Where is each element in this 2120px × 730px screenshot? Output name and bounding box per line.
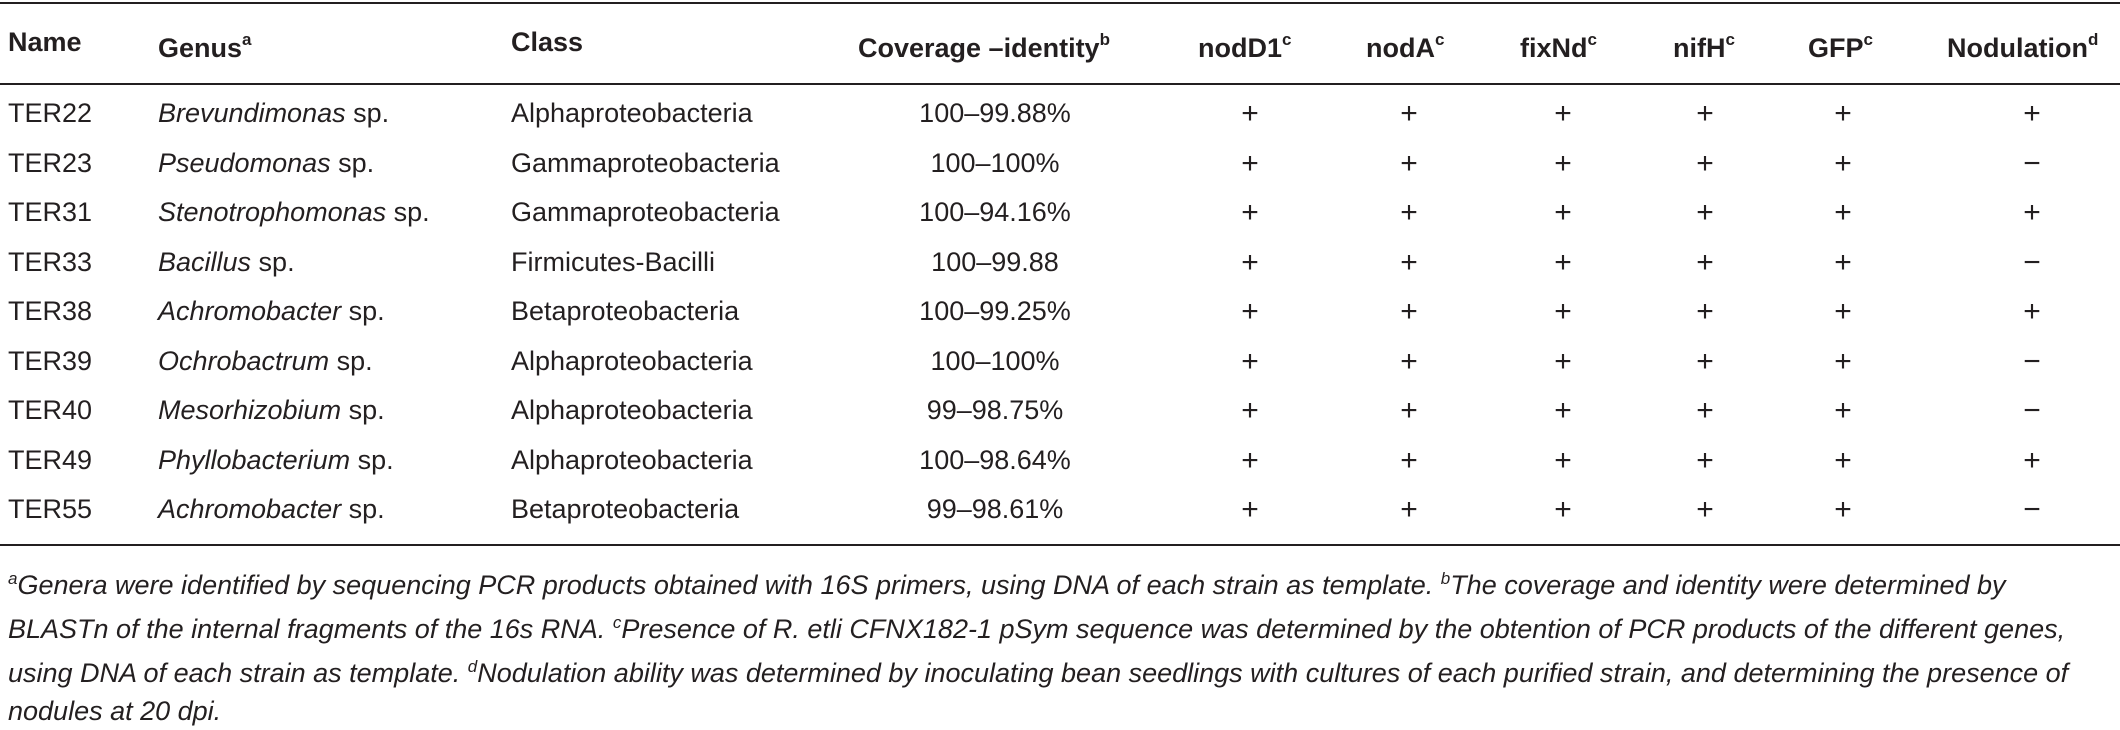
cell-nodd1: + [1241,344,1259,378]
cell-genus [158,139,498,188]
footnote-d-mark: d [467,657,478,676]
footnote-a-mark: a [8,569,18,588]
cell-coverage: 100–100% [930,147,1060,178]
header-nifh: nifH$^c$ [1673,30,1735,63]
genus-suffix: sp. [386,197,430,227]
cell-class: Firmicutes-Bacilli [511,246,716,277]
cell-fixnd: + [1554,344,1572,378]
cell-genus [158,485,498,534]
cell-coverage: 100–99.88 [931,246,1059,277]
header-gfp: GFP$^c$ [1808,30,1873,63]
cell-coverage: 100–94.16% [919,197,1071,227]
cell-gfp: + [1834,344,1852,378]
cell-genus [158,188,498,237]
table-header-row [0,14,2120,72]
genus-name: Ochrobactrum [158,345,330,376]
genus-name: Bacillus [158,246,252,277]
cell-name: TER38 [8,296,93,326]
cell-noda: + [1400,196,1418,229]
genus-name: Phyllobacterium [158,444,351,475]
cell-class: Alphaproteobacteria [511,98,753,128]
table-row [0,139,2120,188]
cell-nodd1: + [1241,394,1259,427]
cell-nodulation: + [2023,97,2041,130]
cell-genus [158,386,498,435]
cell-class: Betaproteobacteria [511,296,740,326]
footnote-c-text: Presence of R. etli CFNX182-1 pSym sequence was determined by the obtention of PCR products of the different genes, using DNA of each strain as template. [8,614,2066,688]
cell-nifh: + [1696,344,1714,378]
genus-name: Pseudomonas [158,147,331,178]
cell-fixnd: + [1554,97,1572,130]
cell-class: Betaproteobacteria [511,494,740,524]
cell-genus [158,89,498,138]
cell-name: TER23 [8,147,93,178]
table-row [0,386,2120,435]
genus-suffix: sp. [350,444,394,475]
cell-gfp: + [1834,97,1852,130]
cell-gfp: + [1834,146,1852,180]
cell-name: TER22 [8,98,93,128]
footnote-c-mark: c [612,613,622,632]
cell-name: TER40 [8,395,93,425]
cell-nodd1: + [1241,245,1259,279]
cell-noda: + [1400,146,1418,180]
cell-gfp: + [1834,295,1852,328]
cell-name: TER33 [8,246,93,277]
footnote-b-text: The coverage and identity were determined by BLASTn of the internal fragments of the 16s RNA. [8,570,2006,644]
cell-nodd1: + [1241,295,1259,328]
cell-coverage: 99–98.75% [926,395,1064,425]
genus-name: Mesorhizobium [158,395,342,425]
cell-coverage: 100–99.88% [919,98,1071,128]
genus-suffix: sp. [341,296,385,326]
cell-noda: + [1400,493,1418,526]
cell-genus [158,238,498,287]
cell-coverage: 99–98.61% [926,494,1064,524]
genus-name: Achromobacter [158,296,342,326]
cell-name: TER55 [8,494,93,524]
cell-fixnd: + [1554,196,1572,229]
cell-nodulation: + [2023,196,2041,229]
footnote-a-text: Genera were identified by sequencing PCR products obtained with 16S primers, using DNA of each strain as template. [17,570,1441,600]
header-noda: nodA$^c$ [1366,30,1445,63]
table-row [0,337,2120,386]
header-fixnd: fixNd$^c$ [1520,30,1597,63]
cell-nodd1: + [1241,97,1259,130]
cell-name: TER39 [8,345,93,376]
cell-gfp: + [1834,394,1852,427]
table-bottom-rule [0,544,2120,546]
cell-class: Alphaproteobacteria [511,345,753,376]
cell-gfp: + [1834,493,1852,526]
genus-suffix: sp. [330,147,375,178]
cell-gfp: + [1834,443,1852,477]
cell-genus [158,337,498,386]
cell-noda: + [1400,394,1418,427]
cell-nodulation: − [2023,245,2041,279]
genus-suffix: sp. [341,494,385,524]
cell-fixnd: + [1554,443,1572,477]
header-class: Class [511,27,584,57]
cell-nodulation: − [2023,146,2041,180]
cell-genus [158,287,498,336]
cell-nifh: + [1696,295,1714,328]
cell-coverage: 100–100% [930,345,1060,376]
cell-nifh: + [1696,493,1714,526]
genus-suffix: sp. [345,98,390,128]
cell-nodulation: − [2023,394,2041,427]
cell-fixnd: + [1554,394,1572,427]
table-row [0,238,2120,287]
cell-nifh: + [1696,146,1714,180]
header-name: Name [8,27,82,57]
cell-fixnd: + [1554,146,1572,180]
genus-name: Brevundimonas [158,98,346,128]
cell-nodd1: + [1241,493,1259,526]
header-nodd1: nodD1$^c$ [1198,30,1292,63]
cell-coverage: 100–99.25% [919,296,1071,326]
cell-nodd1: + [1241,146,1259,180]
cell-nodulation: − [2023,344,2041,378]
cell-class: Gammaproteobacteria [511,197,780,227]
cell-class: Alphaproteobacteria [511,444,753,475]
cell-name: TER31 [8,197,93,227]
cell-name: TER49 [8,444,93,475]
cell-fixnd: + [1554,493,1572,526]
cell-gfp: + [1834,245,1852,279]
footnote-b-mark: b [1440,569,1451,588]
cell-nifh: + [1696,443,1714,477]
table-row [0,436,2120,485]
header-coverage-identity: Coverage –identity$^b$ [858,30,1110,63]
cell-noda: + [1400,245,1418,279]
table-footnote [8,560,2112,730]
table-row [0,89,2120,138]
header-bottom-rule [0,83,2120,85]
header-nodulation: Nodulation$^d$ [1947,30,2099,63]
table-row [0,188,2120,237]
genus-name: Achromobacter [158,494,342,524]
footnote-d-text: Nodulation ability was determined by inoculating bean seedlings with cultures of each purified strain, and determining the presence of nodules at 20 dpi. [8,658,2069,726]
cell-coverage: 100–98.64% [919,444,1071,475]
cell-noda: + [1400,295,1418,328]
cell-nodulation: − [2023,493,2041,526]
genus-name: Stenotrophomonas [158,197,387,227]
cell-nifh: + [1696,245,1714,279]
cell-nifh: + [1696,97,1714,130]
genus-suffix: sp. [329,345,373,376]
table-top-rule [0,2,2120,4]
table-row [0,287,2120,336]
header-genus: Genus$^a$ [158,30,252,63]
cell-nifh: + [1696,196,1714,229]
cell-class: Gammaproteobacteria [511,147,780,178]
cell-nifh: + [1696,394,1714,427]
cell-genus [158,436,498,485]
table-row [0,485,2120,534]
cell-nodd1: + [1241,443,1259,477]
cell-noda: + [1400,344,1418,378]
genus-suffix: sp. [251,246,295,277]
cell-class: Alphaproteobacteria [511,395,753,425]
genus-suffix: sp. [341,395,385,425]
cell-fixnd: + [1554,245,1572,279]
cell-fixnd: + [1554,295,1572,328]
cell-noda: + [1400,97,1418,130]
cell-nodd1: + [1241,196,1259,229]
cell-noda: + [1400,443,1418,477]
cell-nodulation: + [2023,295,2041,328]
cell-gfp: + [1834,196,1852,229]
cell-nodulation: + [2023,443,2041,477]
